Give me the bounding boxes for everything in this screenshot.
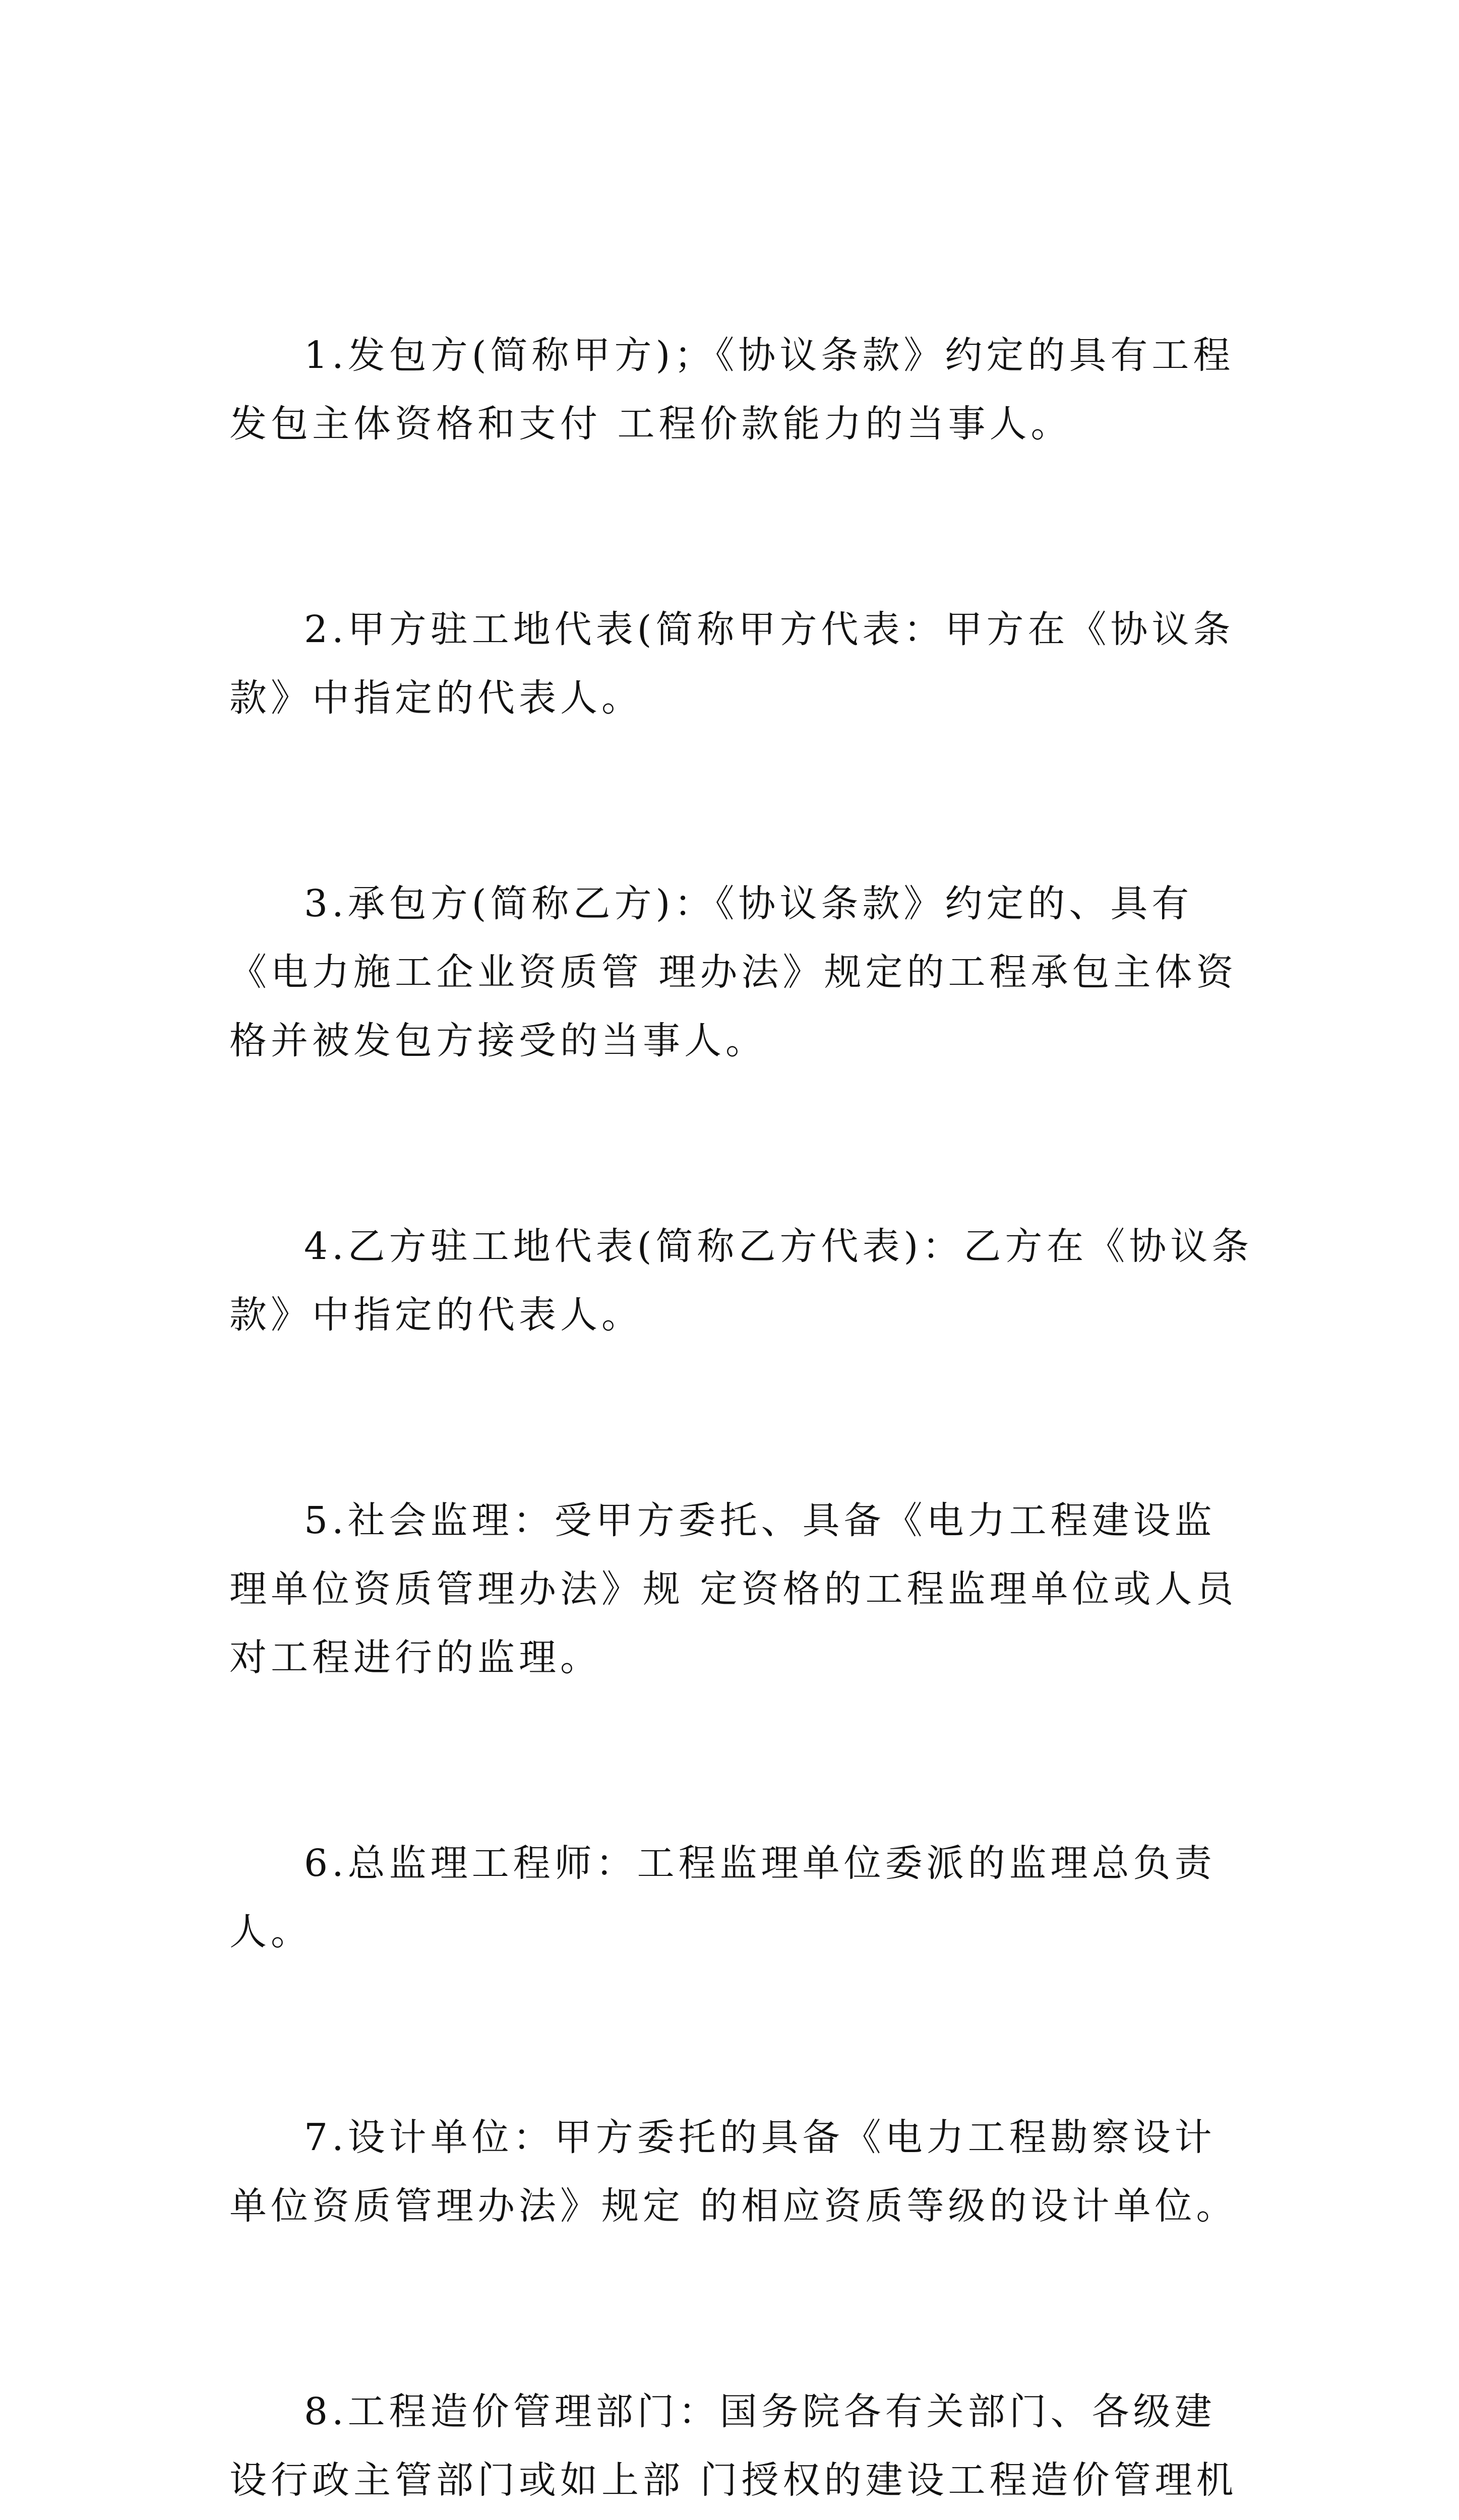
- paragraph-3: 3.承包方(简称乙方)：《协议条款》约定的、具有《电力施工企业资质管 理办法》规定的工程承包主体资格并被发包方接受的当事人。: [229, 882, 1238, 1062]
- paragraph-8: 8.工程造价管理部门：国务院各有关部门、各级建设行政主管部门或如上部 门授权的建设工程造价管理机: [229, 2390, 1238, 2502]
- paragraph-7: 7.设计单位：甲方委托的具备《电力工程勘察设计单位资质管理办法》规定 的相应资质等级的设计单位。: [229, 2116, 1238, 2228]
- paragraph-5: 5.社会监理：受甲方委托、具备《电力工程建设监理单位资质管理办法》规 定资格的工程监理单位或人员对工程进行的监理。: [229, 1499, 1238, 1679]
- paragraph-2: 2.甲方驻工地代表(简称甲方代表：甲方在《协议条款》中指定的代表人。: [229, 608, 1235, 720]
- document-body: [229, 184, 1255, 2520]
- paragraph-1: 1.发包方(简称甲方)；《协议条款》约定的具有工程发包主体资格和支付 工程价款能力的当事人。: [229, 334, 1235, 446]
- paragraph-4: 4.乙方驻工地代表(简称乙方代表)：乙方在《协议条款》中指定的代表人。: [229, 1225, 1253, 1337]
- paragraph-6: 6.总监理工程师：工程监理单位委派的监理总负责人。: [229, 1842, 1216, 1954]
